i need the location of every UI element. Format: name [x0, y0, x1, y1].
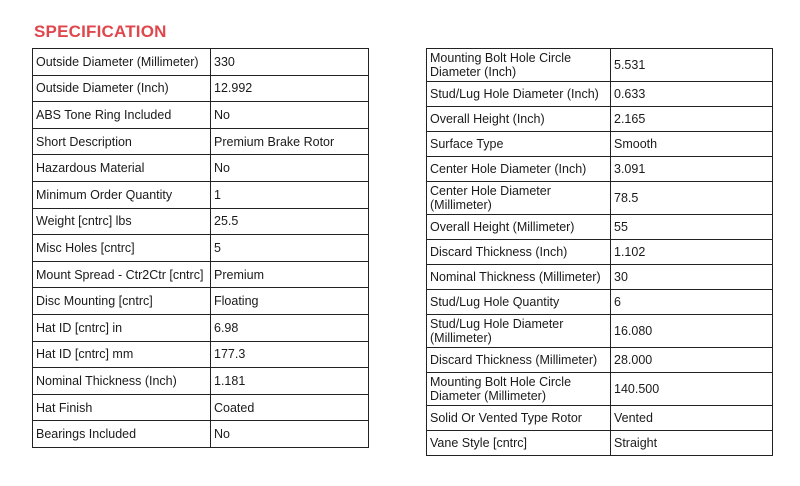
spec-value: 1.181	[211, 368, 369, 395]
spec-value: 30	[611, 265, 773, 290]
spec-label: Center Hole Diameter (Millimeter)	[427, 182, 611, 215]
table-row	[33, 235, 369, 262]
table-row	[427, 132, 773, 157]
spec-label: Discard Thickness (Inch)	[427, 240, 611, 265]
spec-value: Premium	[211, 261, 369, 288]
table-row	[33, 314, 369, 341]
table-row	[33, 421, 369, 448]
table-row	[33, 128, 369, 155]
table-row	[33, 208, 369, 235]
table-row	[33, 155, 369, 182]
spec-label: Stud/Lug Hole Quantity	[427, 290, 611, 315]
spec-value: Coated	[211, 394, 369, 421]
spec-label: Nominal Thickness (Millimeter)	[427, 265, 611, 290]
spec-value: Straight	[611, 431, 773, 456]
spec-table-left	[32, 48, 369, 448]
spec-value: No	[211, 102, 369, 129]
spec-label: Surface Type	[427, 132, 611, 157]
table-row	[33, 341, 369, 368]
table-row	[33, 368, 369, 395]
spec-label: Outside Diameter (Millimeter)	[33, 49, 211, 76]
table-row	[427, 315, 773, 348]
table-row	[33, 102, 369, 129]
spec-value: 140.500	[611, 373, 773, 406]
spec-value: 16.080	[611, 315, 773, 348]
spec-value: 6	[611, 290, 773, 315]
spec-table-right	[426, 48, 773, 456]
table-row	[427, 82, 773, 107]
table-row	[33, 288, 369, 315]
spec-label: ABS Tone Ring Included	[33, 102, 211, 129]
spec-value: No	[211, 155, 369, 182]
spec-label: Hazardous Material	[33, 155, 211, 182]
table-row	[427, 373, 773, 406]
spec-label: Mount Spread - Ctr2Ctr [cntrc]	[33, 261, 211, 288]
spec-value: 1	[211, 181, 369, 208]
table-row	[33, 75, 369, 102]
spec-value: 5.531	[611, 49, 773, 82]
spec-label: Nominal Thickness (Inch)	[33, 368, 211, 395]
spec-value: 28.000	[611, 348, 773, 373]
spec-value: 6.98	[211, 314, 369, 341]
spec-value: Floating	[211, 288, 369, 315]
table-row	[427, 348, 773, 373]
table-row	[427, 240, 773, 265]
spec-value: 12.992	[211, 75, 369, 102]
table-row	[33, 394, 369, 421]
spec-label: Overall Height (Inch)	[427, 107, 611, 132]
spec-value: Vented	[611, 406, 773, 431]
table-row	[33, 261, 369, 288]
table-row	[427, 157, 773, 182]
table-row	[33, 181, 369, 208]
spec-value: 177.3	[211, 341, 369, 368]
spec-label: Hat Finish	[33, 394, 211, 421]
spec-label: Weight [cntrc] lbs	[33, 208, 211, 235]
spec-value: 3.091	[611, 157, 773, 182]
spec-label: Solid Or Vented Type Rotor	[427, 406, 611, 431]
table-row	[427, 215, 773, 240]
spec-label: Outside Diameter (Inch)	[33, 75, 211, 102]
spec-value: 2.165	[611, 107, 773, 132]
spec-label: Bearings Included	[33, 421, 211, 448]
table-row	[427, 182, 773, 215]
table-row	[427, 49, 773, 82]
spec-value: 330	[211, 49, 369, 76]
spec-label: Disc Mounting [cntrc]	[33, 288, 211, 315]
spec-label: Short Description	[33, 128, 211, 155]
table-row	[427, 290, 773, 315]
spec-value: 78.5	[611, 182, 773, 215]
spec-label: Misc Holes [cntrc]	[33, 235, 211, 262]
spec-label: Mounting Bolt Hole Circle Diameter (Millimeter)	[427, 373, 611, 406]
spec-value: 1.102	[611, 240, 773, 265]
spec-value: No	[211, 421, 369, 448]
spec-label: Stud/Lug Hole Diameter (Inch)	[427, 82, 611, 107]
table-row	[427, 406, 773, 431]
spec-label: Vane Style [cntrc]	[427, 431, 611, 456]
spec-value: 25.5	[211, 208, 369, 235]
spec-value: 0.633	[611, 82, 773, 107]
spec-label: Hat ID [cntrc] in	[33, 314, 211, 341]
spec-value: 55	[611, 215, 773, 240]
spec-label: Mounting Bolt Hole Circle Diameter (Inch)	[427, 49, 611, 82]
spec-label: Hat ID [cntrc] mm	[33, 341, 211, 368]
spec-value: Premium Brake Rotor	[211, 128, 369, 155]
spec-label: Center Hole Diameter (Inch)	[427, 157, 611, 182]
table-row	[427, 265, 773, 290]
spec-label: Stud/Lug Hole Diameter (Millimeter)	[427, 315, 611, 348]
spec-label: Discard Thickness (Millimeter)	[427, 348, 611, 373]
spec-value: 5	[211, 235, 369, 262]
spec-label: Overall Height (Millimeter)	[427, 215, 611, 240]
table-row	[427, 431, 773, 456]
spec-value: Smooth	[611, 132, 773, 157]
table-row	[427, 107, 773, 132]
page-title: SPECIFICATION	[34, 22, 167, 41]
spec-label: Minimum Order Quantity	[33, 181, 211, 208]
table-row	[33, 49, 369, 76]
